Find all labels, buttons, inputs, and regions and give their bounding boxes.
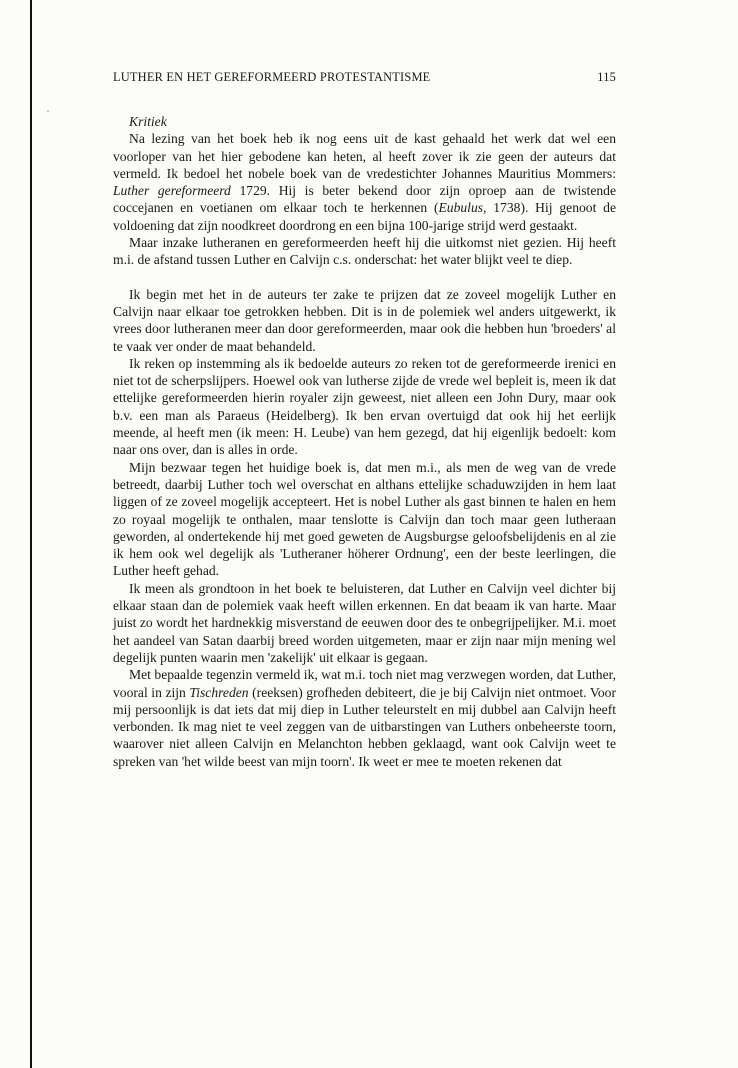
paragraph-text: 1729. Hij is beter bekend door zijn oproep aan de twistende coccejanen en voetianen om elkaar toch te herkennen (: [113, 183, 616, 216]
paragraph: [113, 234, 616, 269]
paragraph-text: Ik begin met het in de auteurs ter zake te prijzen dat ze zoveel mogelijk Luther en Calvijn naar elkaar toe getrokken hebben. Dit is in de polemiek wel anders uitgewerkt, ik vrees door lutheranen meer dan door gereformeerden, maar ook die hebben hun 'broeders' al te vaak ver onder de maat behandeld.: [113, 286, 616, 354]
paragraph-text: (reeksen) grofheden debiteert, die je bij Calvijn niet ontmoet. Voor mij persoonlijk is dat iets dat mij diep in Luther teleurstelt en mij dubbel aan Calvijn heeft verbonden. Ik mag niet te veel zeggen van de uitbarstingen van Luthers onbeheerste toorn, waarover niet alleen Calvijn en Melanchton hebben geklaagd, want ook Calvijn weet te spreken van 'het wilde beest van mijn toorn'. Ik weet er mee te moeten rekenen dat: [113, 684, 617, 769]
italic-title: Tischreden: [189, 684, 249, 700]
paragraph: [113, 666, 616, 770]
italic-title: Eubulus,: [438, 200, 487, 216]
paragraph-text: Ik reken op instemming als ik bedoelde auteurs zo reken tot de gereformeerde irenici en niet tot de scherpslijpers. Hoewel ook van lutherse zijde de vrede wel bepleit is, meen ik dat ettelijke gereformeerden hierin royaler zijn geweest, niet alleen een John Dury, maar ook b.v. een man als Paraeus (Heidelberg). Ik ben ervan overtuigd dat ook hij het eerlijk meende, al heeft men (ik meen: H. Leube) van hem gezegd, dat hij eigenlijk bedoelt: kom naar ons over, dan is alles in orde.: [113, 355, 616, 458]
paragraph-text: 1738). Hij genoot de voldoening dat zijn noodkreet doordrong en een bijna 100-jarige strijd werd gestaakt.: [113, 200, 616, 233]
paragraph: [113, 130, 616, 234]
paragraph-text: Maar inzake lutheranen en gereformeerden heeft hij die uitkomst niet gezien. Hij heeft m.i. de afstand tussen Luther en Calvijn c.s. onderschat: het water blijkt veel te diep.: [113, 235, 616, 268]
paragraph-list: [113, 130, 616, 770]
paragraph-text: Na lezing van het boek heb ik nog eens uit de kast gehaald het werk dat wel een voorloper van het hier gebodene kan heten, al heeft zover ik zie geen der auteurs dat vermeld. Ik bedoel het nobele boek van de vredestichter Johannes Mauritius Mommers:: [113, 131, 616, 181]
binding-edge: [30, 0, 32, 1068]
section-title: Kritiek: [129, 114, 167, 129]
running-header: [113, 70, 616, 85]
body-text: [113, 113, 616, 770]
italic-title: Luther gereformeerd: [113, 183, 231, 199]
paragraph: [113, 459, 616, 580]
paragraph: [113, 286, 616, 355]
running-title: LUTHER EN HET GEREFORMEERD PROTESTANTISME: [113, 70, 431, 84]
paragraph-text: Mijn bezwaar tegen het huidige boek is, dat men m.i., als men de weg van de vrede betreedt, daarbij Luther toch wel overschat en althans ettelijke schaduwzijden in hem laat liggen of ze zoveel mogelijk accepteert. Het is nobel Luther als gast binnen te halen en hem zo royaal mogelijk te onthalen, maar tenslotte is Calvijn dan toch maar geen lutheraan geworden, al ondertekende hij met goed geweten de Augsburgse geloofsbelijdenis en al zie ik hem ook wel degelijk als 'Lutheraner höherer Ordnung', een der beste leerlingen, die Luther heeft gehad.: [113, 459, 616, 579]
paragraph-text: Ik meen als grondtoon in het boek te beluisteren, dat Luther en Calvijn veel dichter bij elkaar staan dan de polemiek vaak heeft willen erkennen. En dat beaam ik van harte. Maar juist zo wordt het hardnekkig misverstand de eeuwen door des te onbegrijpelijker. M.i. moet het aandeel van Satan daarbij breed worden uitgemeten, maar er zijn naar mijn mening wel degelijk punten waarin men 'zakelijk' uit elkaar is gegaan.: [113, 580, 616, 665]
paragraph-text: Met bepaalde tegenzin vermeld ik, wat m.i. toch niet mag verzwegen worden, dat Luther, vooral in zijn: [113, 667, 616, 700]
page-number: 115: [597, 70, 616, 84]
paragraph: [113, 580, 616, 666]
paragraph: [113, 355, 616, 459]
paper-speck: [47, 110, 49, 112]
